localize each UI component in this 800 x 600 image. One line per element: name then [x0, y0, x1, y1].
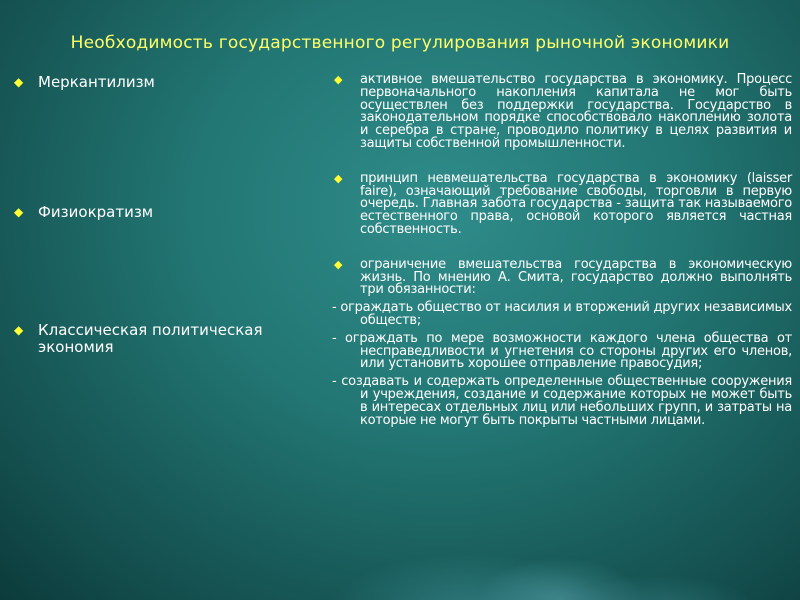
duty-item: - ограждать по мере возможности каждого члена общества от несправедливости и угнетения со стороны других его членов, или установить хорошее отправление правосудия; — [332, 330, 792, 372]
description-classical-economy: ◆ ограничение вмешательства государства в экономическую жизнь. По мнению А. Смита, государство должно выполнять три обязанности: — [334, 256, 792, 298]
diamond-bullet-icon: ◆ — [334, 257, 343, 271]
duty-item: - ограждать общество от насилия и вторжений других независимых обществ; — [332, 300, 792, 328]
description-physiocracy: ◆ принцип невмешательства государства в экономику (laisser faire), означающий требование свободы, торговли в первую очередь. Главная забота государства - защита так называемого естественного права, основой которого является частная собственность. — [334, 170, 792, 237]
description-mercantilism: ◆ активное вмешательство государства в экономику. Процесс первоначального накопления капитала не мог быть осуществлен без поддержки государства. Государство в законодательном порядке способствовало накоплению золота и серебра в стране, проводило политику в целях развития и защиты собственной промышленности. — [334, 72, 792, 151]
diamond-bullet-icon: ◆ — [334, 171, 343, 185]
doctrine-item-classical-economy: ◆ Классическая политическая экономия — [14, 321, 263, 356]
duty-item: - создавать и содержать определенные общественные сооружения и учреждения, создание и содержание которых не может быть в интересах отдельных лиц или небольших групп, и затраты на которые не могут быть покрыты частными лицами. — [332, 374, 792, 428]
diamond-bullet-icon: ◆ — [14, 75, 24, 89]
diamond-bullet-icon: ◆ — [14, 205, 24, 219]
doctrine-item-physiocracy: ◆ Физиократизм — [14, 203, 154, 221]
slide-title: Необходимость государственного регулирования рыночной экономики — [70, 33, 730, 53]
doctrine-item-mercantilism: ◆ Меркантилизм — [14, 73, 155, 91]
diamond-bullet-icon: ◆ — [14, 323, 24, 337]
description-column — [332, 74, 792, 427]
diamond-bullet-icon: ◆ — [334, 73, 343, 86]
background-mountain-decoration — [0, 450, 800, 600]
